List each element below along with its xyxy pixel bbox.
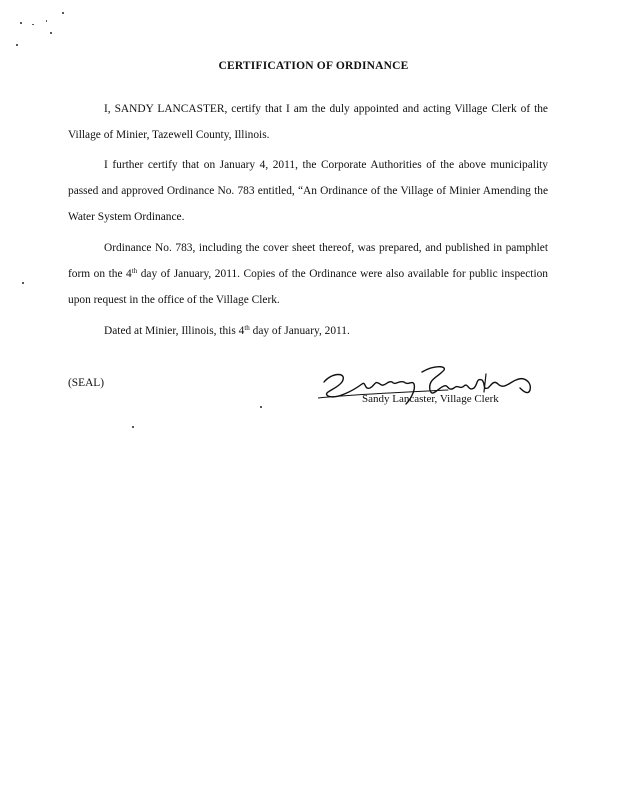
approval-paragraph (68, 152, 548, 230)
scan-speck (16, 44, 18, 46)
ordinal-suffix: th (244, 324, 250, 332)
scan-speck (32, 24, 34, 25)
page-title: CERTIFICATION OF ORDINANCE (218, 60, 409, 72)
paragraph-text: Ordinance No. 783, including the cover sheet thereof, was prepared, and published in pamphlet form on the 4 (68, 242, 548, 280)
scan-speck (50, 32, 52, 34)
paragraph-text: Dated at Minier, Illinois, this 4 (104, 325, 245, 337)
ordinal-suffix: th (131, 267, 138, 275)
signer-name-title: Sandy Lancaster, Village Clerk (362, 393, 499, 405)
paragraph-text: I further certify that on January 4, 2011, the Corporate Authorities of the above municipality passed and approved Ordinance No. 783 entitled, “An Ordinance of the Village of Minier Amending the Water System Ordinance. (68, 159, 548, 223)
paragraph-text: day of January, 2011. Copies of the Ordinance were also available for public inspection upon request in the office of the Village Clerk. (68, 268, 548, 306)
scan-speck (132, 426, 134, 428)
paragraph-text: I, SANDY LANCASTER, certify that I am the duly appointed and acting Village Clerk of the Village of Minier, Tazewell County, Illinois. (68, 103, 548, 141)
dated-paragraph (68, 318, 548, 344)
scan-speck (260, 406, 262, 408)
publication-paragraph (68, 235, 548, 313)
scan-speck (22, 282, 24, 284)
scan-speck (46, 20, 47, 22)
seal-label: (SEAL) (68, 377, 105, 389)
certification-paragraph (68, 96, 548, 148)
paragraph-text: day of January, 2011. (249, 325, 350, 337)
scan-speck (20, 22, 22, 24)
scan-speck (62, 12, 64, 14)
